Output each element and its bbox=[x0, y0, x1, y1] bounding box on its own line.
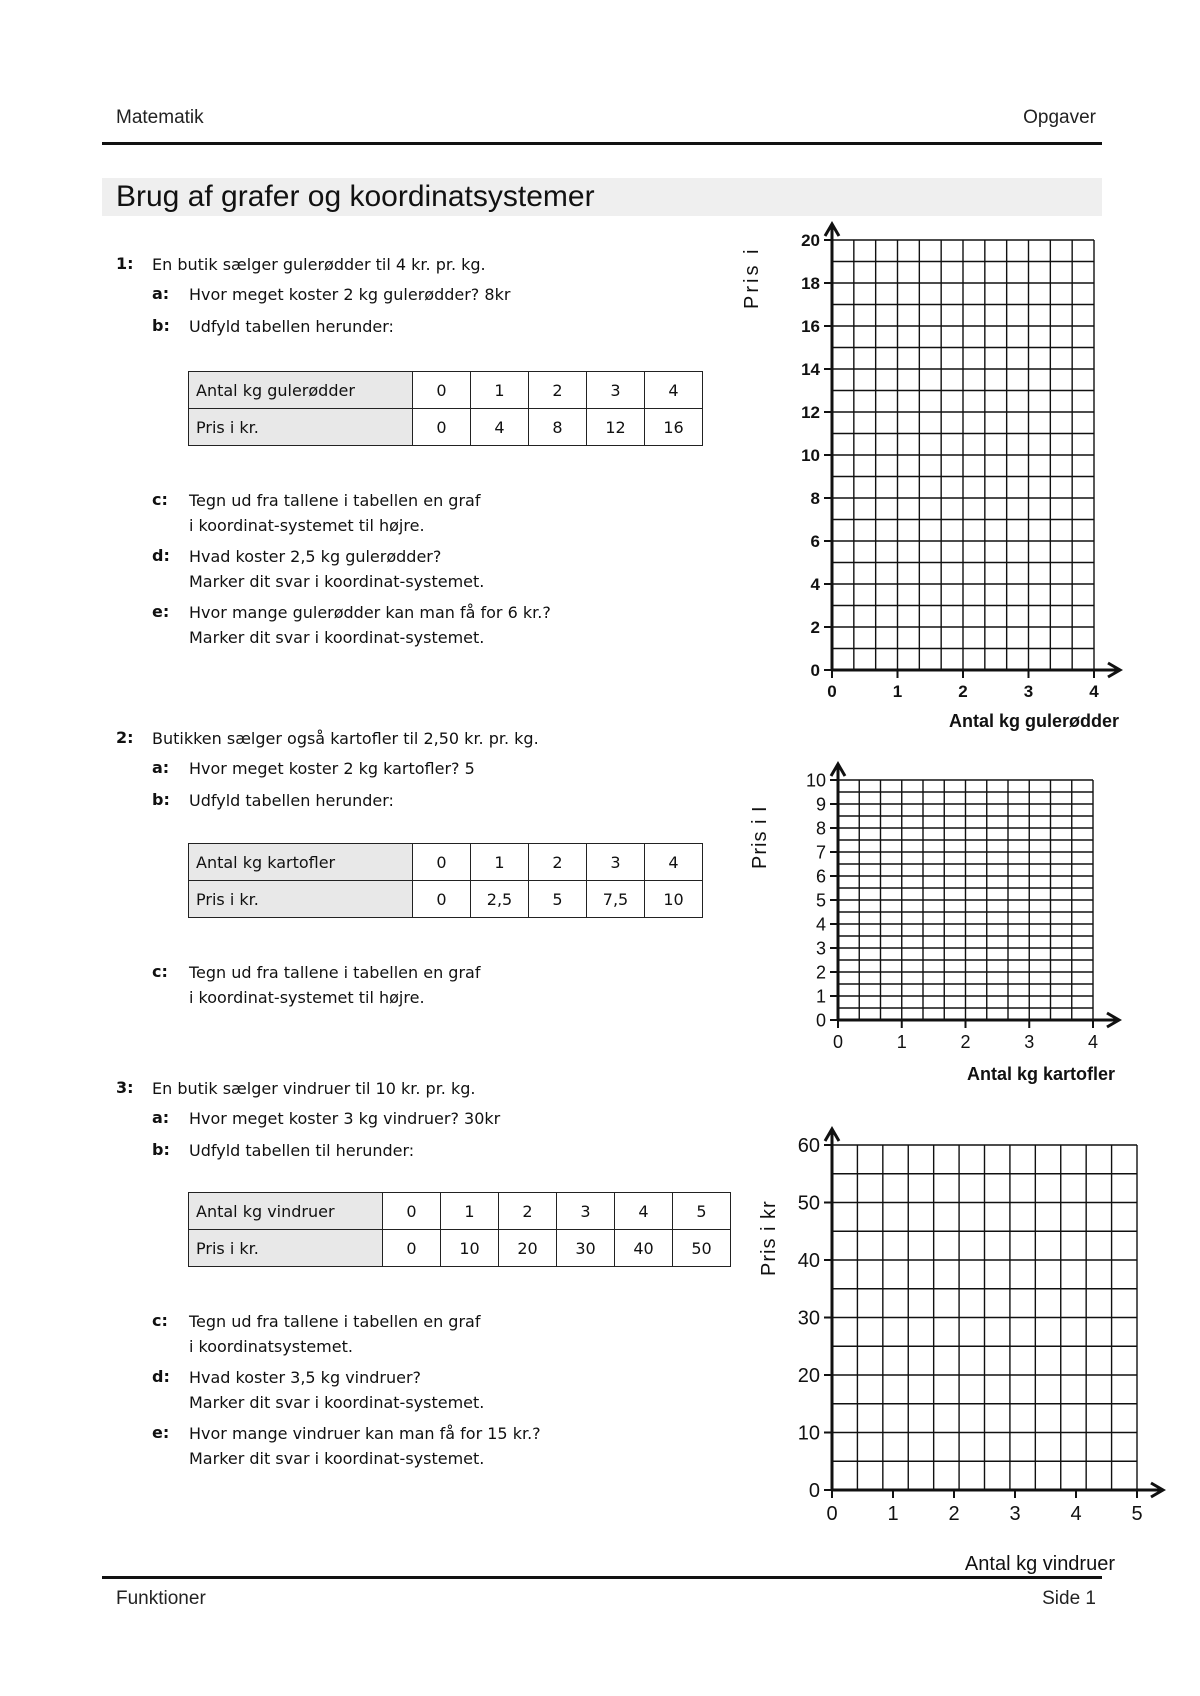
row-label: Pris i kr. bbox=[189, 881, 413, 918]
x-tick-label: 2 bbox=[948, 1503, 960, 1525]
table-cell: 2 bbox=[529, 844, 587, 881]
x-tick-label: 4 bbox=[1087, 1032, 1099, 1052]
y-tick-label: 10 bbox=[801, 445, 820, 465]
y-tick-label: 1 bbox=[815, 986, 826, 1007]
table-cell: 1 bbox=[471, 372, 529, 409]
y-tick-label: 20 bbox=[801, 230, 820, 250]
row-label: Antal kg gulerødder bbox=[189, 372, 413, 409]
x-tick-label: 1 bbox=[887, 1503, 899, 1525]
footer-rule bbox=[102, 1576, 1102, 1579]
y-axis-label: Pris i I bbox=[749, 805, 771, 869]
x-tick-label: 2 bbox=[960, 1032, 971, 1052]
sub-label: b: bbox=[152, 1140, 170, 1159]
table-cell: 4 bbox=[615, 1193, 673, 1230]
table-cell: 0 bbox=[413, 372, 471, 409]
sub-label: d: bbox=[152, 546, 170, 565]
table-cell: 8 bbox=[529, 409, 587, 446]
value-table bbox=[188, 843, 703, 918]
header-type: Opgaver bbox=[1023, 107, 1096, 128]
x-tick-label: 0 bbox=[826, 1503, 838, 1525]
sub-label: a: bbox=[152, 758, 170, 777]
table-cell: 4 bbox=[645, 844, 703, 881]
table-cell: 4 bbox=[471, 409, 529, 446]
table-cell: 20 bbox=[499, 1230, 557, 1267]
sub-label: d: bbox=[152, 1367, 170, 1386]
y-tick-label: 5 bbox=[815, 890, 826, 911]
sub-text: Udfyld tabellen til herunder: bbox=[189, 1141, 415, 1160]
table-cell: 5 bbox=[529, 881, 587, 918]
y-tick-label: 50 bbox=[797, 1192, 820, 1215]
table-cell: 3 bbox=[557, 1193, 615, 1230]
y-tick-label: 2 bbox=[815, 962, 826, 983]
page-title: Brug af grafer og koordinatsystemer bbox=[116, 180, 595, 213]
task-intro: En butik sælger vindruer til 10 kr. pr. kg. bbox=[152, 1079, 476, 1098]
coordinate-grid-grapes bbox=[730, 1110, 1143, 1580]
footer-page-number: Side 1 bbox=[1042, 1588, 1096, 1609]
sub-text: Udfyld tabellen herunder: bbox=[189, 791, 394, 810]
y-tick-label: 0 bbox=[810, 660, 820, 680]
sub-text: Hvor meget koster 2 kg gulerødder? 8kr bbox=[189, 285, 511, 304]
value-table bbox=[188, 371, 703, 446]
table-cell: 0 bbox=[383, 1193, 441, 1230]
table-cell: 2 bbox=[499, 1193, 557, 1230]
table-cell: 0 bbox=[383, 1230, 441, 1267]
sub-text: Marker dit svar i koordinat-systemet. bbox=[189, 572, 485, 591]
sub-text: Marker dit svar i koordinat-systemet. bbox=[189, 1449, 485, 1468]
sub-text: Hvor mange gulerødder kan man få for 6 kr.? bbox=[189, 603, 551, 622]
y-tick-label: 16 bbox=[801, 316, 820, 336]
sub-label: b: bbox=[152, 790, 170, 809]
table-row bbox=[189, 844, 703, 881]
coordinate-grid-carrots bbox=[730, 215, 1130, 745]
table-cell: 1 bbox=[471, 844, 529, 881]
y-tick-label: 14 bbox=[801, 359, 820, 379]
table-cell: 12 bbox=[587, 409, 645, 446]
x-tick-label: 3 bbox=[1023, 682, 1034, 701]
table-cell: 0 bbox=[413, 409, 471, 446]
x-tick-label: 0 bbox=[827, 682, 837, 701]
x-tick-label: 0 bbox=[832, 1032, 844, 1052]
sub-label: a: bbox=[152, 284, 170, 303]
table-row bbox=[189, 372, 703, 409]
sub-label: e: bbox=[152, 1423, 170, 1442]
table-row bbox=[189, 1230, 731, 1267]
sub-text: Hvad koster 2,5 kg gulerødder? bbox=[189, 547, 442, 566]
header-subject: Matematik bbox=[116, 107, 204, 128]
sub-text: i koordinat-systemet til højre. bbox=[189, 516, 425, 535]
table-cell: 2 bbox=[529, 372, 587, 409]
row-label: Pris i kr. bbox=[189, 1230, 383, 1267]
x-tick-label: 1 bbox=[892, 682, 903, 701]
table-row bbox=[189, 409, 703, 446]
y-tick-label: 4 bbox=[810, 574, 820, 594]
x-tick-label: 3 bbox=[1009, 1503, 1021, 1525]
y-tick-label: 8 bbox=[810, 488, 820, 508]
table-cell: 3 bbox=[587, 372, 645, 409]
x-tick-label: 3 bbox=[1024, 1032, 1035, 1052]
row-label: Antal kg vindruer bbox=[189, 1193, 383, 1230]
y-axis-label: Pris i bbox=[741, 246, 763, 309]
y-tick-label: 4 bbox=[815, 914, 826, 935]
y-tick-label: 6 bbox=[815, 866, 826, 887]
y-tick-label: 30 bbox=[797, 1307, 820, 1330]
sub-label: e: bbox=[152, 602, 170, 621]
x-tick-label: 1 bbox=[896, 1032, 907, 1052]
footer-topic: Funktioner bbox=[116, 1588, 206, 1609]
y-tick-label: 0 bbox=[808, 1480, 820, 1502]
x-axis-label: Antal kg kartofler bbox=[966, 1064, 1115, 1084]
y-tick-label: 20 bbox=[797, 1365, 820, 1387]
sub-text: Tegn ud fra tallene i tabellen en graf bbox=[189, 1312, 481, 1331]
table-cell: 40 bbox=[615, 1230, 673, 1267]
table-cell: 10 bbox=[441, 1230, 499, 1267]
header-rule bbox=[102, 142, 1102, 145]
sub-text: Hvor meget koster 2 kg kartofler? 5 bbox=[189, 759, 475, 778]
task-number: 1: bbox=[116, 254, 134, 273]
row-label: Antal kg kartofler bbox=[189, 844, 413, 881]
sub-label: a: bbox=[152, 1108, 170, 1127]
sub-text: i koordinat-systemet til højre. bbox=[189, 988, 425, 1007]
x-tick-label: 4 bbox=[1089, 682, 1099, 701]
sub-text: Marker dit svar i koordinat-systemet. bbox=[189, 1393, 485, 1412]
x-axis-label: Antal kg gulerødder bbox=[948, 711, 1119, 731]
sub-label: c: bbox=[152, 490, 168, 509]
table-cell: 1 bbox=[441, 1193, 499, 1230]
y-tick-label: 40 bbox=[797, 1250, 820, 1272]
row-label: Pris i kr. bbox=[189, 409, 413, 446]
table-cell: 50 bbox=[673, 1230, 731, 1267]
table-row bbox=[189, 1193, 731, 1230]
y-axis-label: Pris i kr bbox=[758, 1200, 780, 1276]
table-cell: 2,5 bbox=[471, 881, 529, 918]
table-cell: 0 bbox=[413, 844, 471, 881]
table-cell: 10 bbox=[645, 881, 703, 918]
table-cell: 16 bbox=[645, 409, 703, 446]
y-tick-label: 6 bbox=[810, 531, 820, 551]
y-tick-label: 7 bbox=[815, 842, 826, 863]
x-tick-label: 2 bbox=[958, 682, 968, 701]
table-cell: 7,5 bbox=[587, 881, 645, 918]
sub-text: Hvor meget koster 3 kg vindruer? 30kr bbox=[189, 1109, 501, 1128]
sub-text: Udfyld tabellen herunder: bbox=[189, 317, 394, 336]
y-tick-label: 8 bbox=[815, 818, 826, 839]
task-intro: Butikken sælger også kartofler til 2,50 kr. pr. kg. bbox=[152, 729, 539, 748]
y-tick-label: 3 bbox=[815, 938, 826, 959]
sub-text: Hvor mange vindruer kan man få for 15 kr.? bbox=[189, 1424, 541, 1443]
sub-label: b: bbox=[152, 316, 170, 335]
table-cell: 30 bbox=[557, 1230, 615, 1267]
sub-label: c: bbox=[152, 1311, 168, 1330]
sub-text: Hvad koster 3,5 kg vindruer? bbox=[189, 1368, 422, 1387]
table-cell: 4 bbox=[645, 372, 703, 409]
task-number: 2: bbox=[116, 728, 134, 747]
y-tick-label: 2 bbox=[810, 617, 820, 637]
y-tick-label: 18 bbox=[801, 273, 820, 293]
sub-text: i koordinatsystemet. bbox=[189, 1337, 353, 1356]
table-cell: 3 bbox=[587, 844, 645, 881]
table-cell: 0 bbox=[413, 881, 471, 918]
table-cell: 5 bbox=[673, 1193, 731, 1230]
task-number: 3: bbox=[116, 1078, 134, 1097]
y-tick-label: 12 bbox=[801, 402, 820, 422]
sub-text: Tegn ud fra tallene i tabellen en graf bbox=[189, 491, 481, 510]
y-tick-label: 10 bbox=[797, 1422, 820, 1445]
x-axis-label: Antal kg vindruer bbox=[964, 1553, 1115, 1575]
sub-text: Marker dit svar i koordinat-systemet. bbox=[189, 628, 485, 647]
x-tick-label: 4 bbox=[1070, 1503, 1082, 1525]
table-row bbox=[189, 881, 703, 918]
y-tick-label: 9 bbox=[815, 794, 826, 815]
sub-label: c: bbox=[152, 962, 168, 981]
y-tick-label: 0 bbox=[815, 1010, 826, 1031]
value-table bbox=[188, 1192, 731, 1267]
coordinate-grid-potatoes bbox=[730, 745, 1130, 1090]
sub-text: Tegn ud fra tallene i tabellen en graf bbox=[189, 963, 481, 982]
y-tick-label: 10 bbox=[805, 770, 826, 791]
y-tick-label: 60 bbox=[797, 1135, 820, 1157]
x-tick-label: 5 bbox=[1131, 1503, 1143, 1525]
task-intro: En butik sælger gulerødder til 4 kr. pr. kg. bbox=[152, 255, 486, 274]
